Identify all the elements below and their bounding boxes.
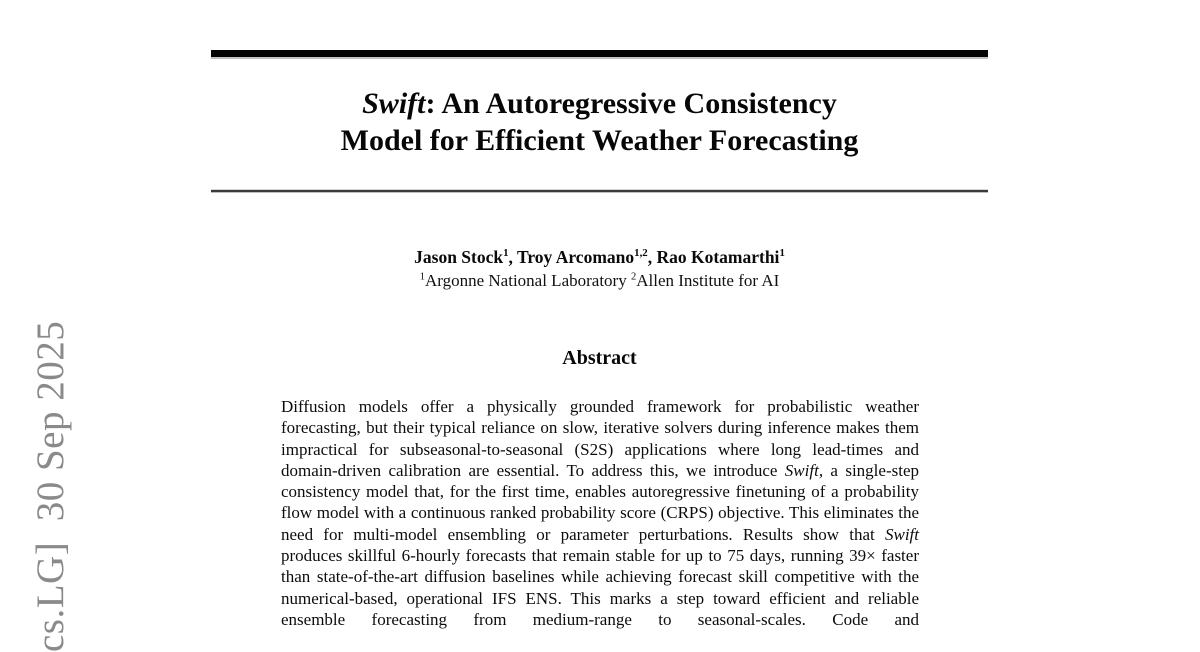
authors-line: Jason Stock$^1$, Troy Arcomano$^{1,2}$, Rao Kotamarthi$^1$ [414, 247, 785, 267]
top-divider-thick [211, 50, 988, 57]
paper-title-line1: Swift: An Autoregressive Consistency [362, 87, 837, 120]
paper-title [211, 85, 988, 159]
abstract-body: Diffusion models offer a physically grounded framework for probabilistic weather forecasting, but their typical reliance on slow, iterative solvers during inference makes them impractical for subseasonal-to-seasonal (S2S) applications where long lead-times and domain-driven calibration are essential. To address this, we introduce Swift, a single-step consistency model that, for the first time, enables autoregressive finetuning of a probability flow model with a continuous ranked probability score (CRPS) objective. This eliminates the need for multi-model ensembling or parameter perturbations. Results show that Swift produces skillful 6-hourly forecasts that remain stable for up to 75 days, running 39× faster than state-of-the-art diffusion baselines while achieving forecast skill competitive with the numerical-based, operational IFS ENS. This marks a step toward efficient and reliable ensemble forecasting from medium-range to seasonal-scales. Code and [281, 397, 919, 629]
arxiv-stamp: cs.LG] 30 Sep 2025 [29, 320, 72, 652]
title-divider-thin [211, 190, 988, 192]
paper-title-line2: Model for Efficient Weather Forecasting [340, 124, 859, 157]
affiliations-line: $^1$Argonne National Laboratory $^2$Allen Institute for AI [419, 271, 780, 290]
abstract-heading: Abstract [562, 347, 637, 369]
